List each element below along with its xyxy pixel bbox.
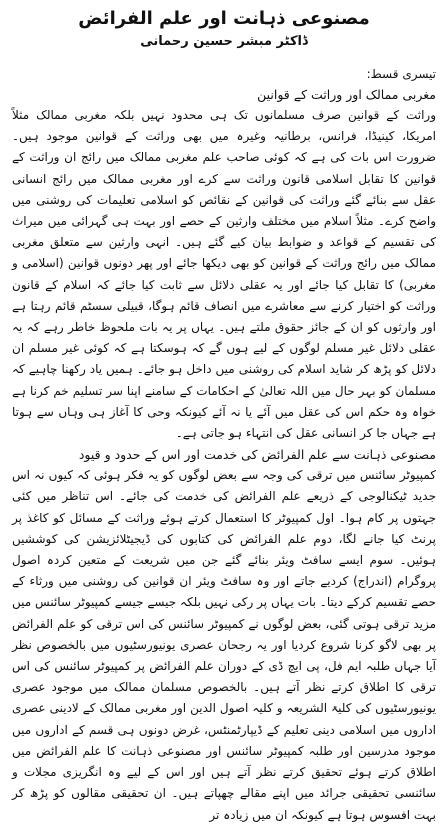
- section-heading-western-inheritance: مغربی ممالک اور وراثت کے قوانین: [257, 87, 436, 102]
- article-author: ڈاکٹر مبشر حسین رحمانی: [140, 34, 308, 49]
- installment-label: تیسری قسط:: [366, 67, 436, 81]
- body-paragraph-ai-service: کمپیوٹر سائنس میں ترقی کی وجہ سے بعض لوگوں کو یہ فکر ہوئی کہ کیوں نہ اس جدید ٹیکنالوجی کے ذریعے علم الفرائض کی خدمت کی جائے۔ اس تناظر میں کئی جہتوں پر کام ہوا۔ اول کمپیوٹر کا استعمال کرتے ہوئے وراثت کے مسائل کو کاغذ پر پرنٹ کیا جانے لگا، دوم علم الفرائض کی کتابوں کی ڈیجیٹلائزیشن کی کوششیں ہوئیں۔ سوم ایسے سافٹ ویئر بنائے گئے جن میں شریعت کے متعین کردہ اصول پروگرام (اندراج) کردیے جاتے اور وہ سافٹ ویئر ان قوانین کی روشنی میں ورثاء کے حصے تقسیم کرکے دیتا۔ بات یہاں پر رکی نہیں بلکہ جیسے جیسے کمپیوٹر سائنس میں مزید ترقی ہوتی گئی، بعض لوگوں نے کمپیوٹر سائنس کی اس ترقی کو علم الفرائض پر بھی لاگو کرنا شروع کردیا اور یہ رجحان عصری یونیورسٹیوں میں بالخصوص نظر آیا جہاں طلبہ ایم فل، پی ایچ ڈی کے دوران علم الفرائض پر کمپیوٹر سائنس کی اس ترقی کا اطلاق کرتے نظر آتے ہیں۔ بالخصوص مسلمان ممالک میں موجود عصری یونیورسٹیوں کی کلیۃ الشریعہ و کلیہ اصول الدین اور مغربی ممالک کے لادینی عصری اداروں میں اسلامی دینی تعلیم کے ڈیپارٹمنٹس، غرض دونوں ہی قسم کے اداروں میں موجود مدرسین اور طلبہ کمپیوٹر سائنس اور مصنوعی ذہانت کا علم الفرائض میں اطلاق کرتے ہوئے تحقیق کرتے نظر آتے ہیں اور اس کے لیے وہ انگریزی مجلات و سائنسی تحقیقی جرائد میں اپنے مقالے چھپاتے ہیں۔ ان تحقیقی مقالوں کو پڑھ کر بہت افسوس ہوتا ہے کیونکہ ان میں زیادہ تر: [12, 468, 436, 822]
- section-heading-ai-service: مصنوعی ذہانت سے علم الفرائض کی خدمت اور اس کے حدود و قیود: [78, 447, 436, 463]
- article-title: مصنوعی ذہانت اور علم الفرائض: [78, 8, 370, 29]
- body-paragraph-western-inheritance: وراثت کے قوانین صرف مسلمانوں تک ہی محدود نہیں بلکہ مغربی ممالک مثلاً امریکا، کینیڈا، فرانس، برطانیہ وغیرہ میں بھی وراثت کے قوانین موجود ہیں۔ ضرورت اس بات کی ہے کہ کوئی صاحب علم مغربی ممالک میں رائج ان وراثت کے قوانین کا تقابل اسلامی قانون وراثت سے کرے اور مغربی ممالک میں رائج انسانی عقل سے بنائے گئے وراثت کی قوانین کے نقائص کو اسلامی تعلیمات کی روشنی میں واضح کرے۔ مثلاً اسلام میں مختلف وارثین کے حصے اور بہت ہی گہرائی میں میراث کی تقسیم کے قواعد و ضوابط بیان کیے گئے ہیں۔ انہی وارثین سے متعلق مغربی ممالک میں رائج وراثت کے قوانین کو بھی دیکھا جائے اور پھر دونوں قوانین (اسلامی و مغربی) کا تقابل کیا جائے اور یہ عقلی دلائل سے ثابت کیا جائے کہ اسلام کے قانون وراثت کو اختیار کرنے سے معاشرے میں انصاف قائم ہوگا، قبیلی سسٹم قائم رہتا ہے اور وارثوں کو ان کے جائز حقوق ملتے ہیں۔ یہاں پر یہ بات ملحوظ خاطر رہے کہ یہ عقلی دلائل غیر مسلم لوگوں کے لیے ہوں گے کہ ہوسکتا ہے کہ کوئی غیر مسلم ان دلائل کو پڑھ کر شاید اسلام کی روشنی میں داخل ہو جائے۔ ہمیں یاد رکھنا چاہیے کہ مسلمان کو بہر حال میں اللہ تعالیٰ کے احکامات کے سامنے اپنا سر تسلیم خم کرنا ہے خواہ وہ حکم اس کی عقل میں آئے یا نہ آئے کیونکہ وحی کا آغاز ہی وہاں سے ہوتا ہے جہاں جا کر انسانی عقل کی انتہاء ہو جاتی ہے۔: [12, 108, 436, 441]
